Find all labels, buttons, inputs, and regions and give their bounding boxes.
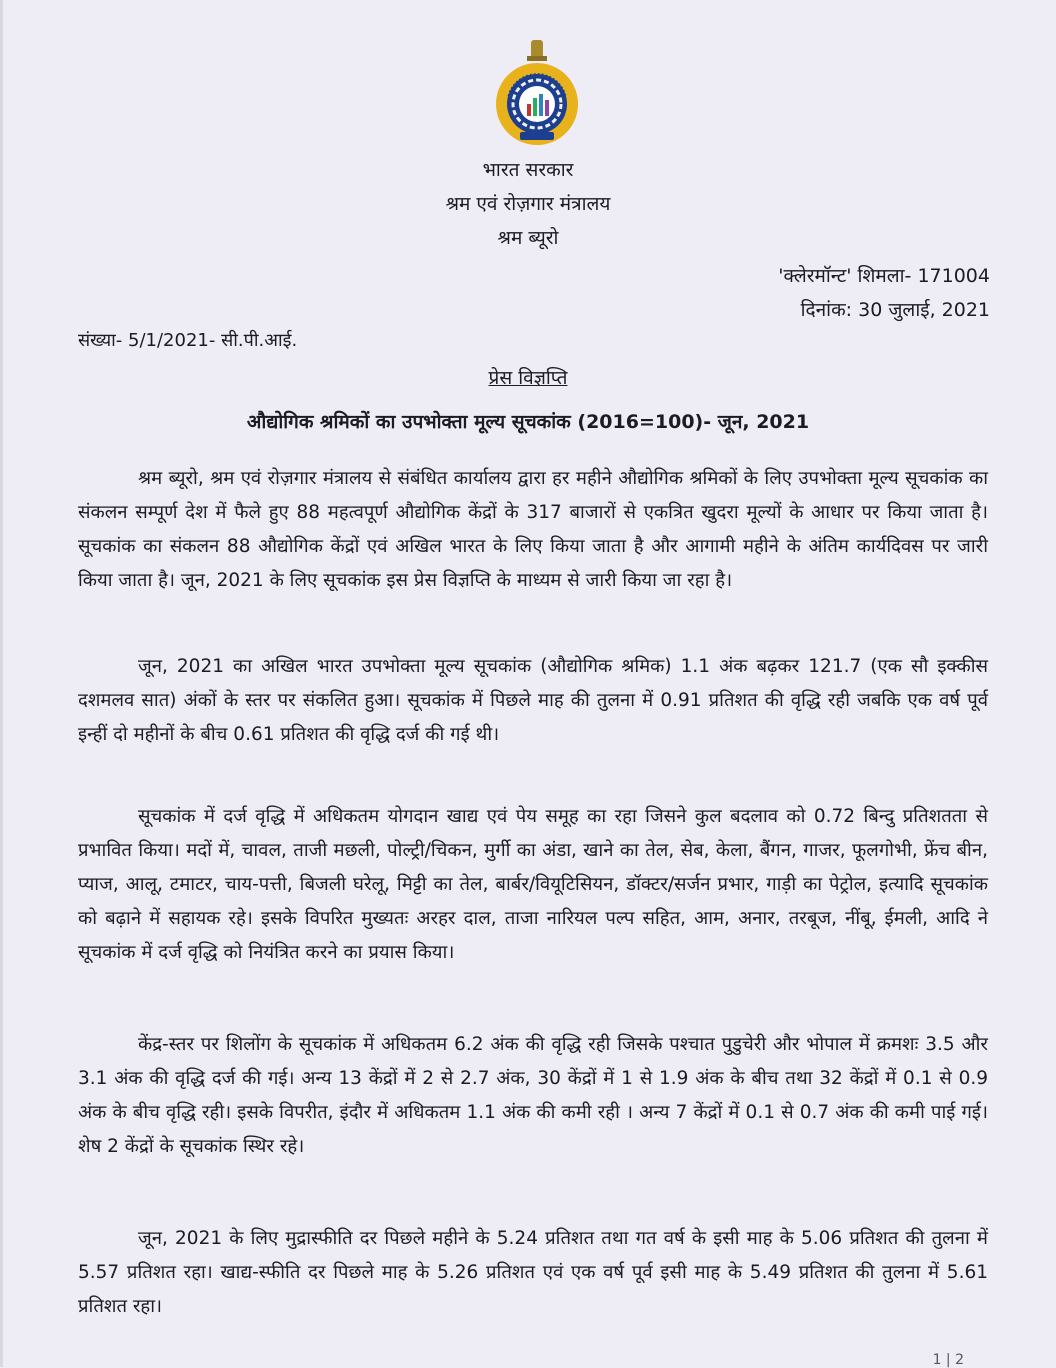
address-location: 'क्लेरमॉन्ट' शिमला- 171004 [778,265,990,287]
govt-line: भारत सरकार [482,159,574,181]
reference-number: संख्या- 5/1/2021- सी.पी.आई. [78,330,298,351]
page-number: 1 | 2 [932,1352,964,1368]
paragraph-contributors: सूचकांक में दर्ज वृद्धि में अधिकतम योगदान खाद्य एवं पेय समूह का रहा जिसने कुल बदलाव को 0.72 बिन्दु प्रतिशतता से प्रभावित किया। मदों में, चावल, ताजी मछली, पोल्ट्री/चिकन, मुर्गी का अंडा, खाने का तेल, सेब, केला, बैंगन, गाजर, फूलगोभी, फ्रेंच बीन, प्याज, आलू, टमाटर, चाय-पत्ती, बिजली घरेलू, मिट्टी का तेल, बार्बर/वियूटिसियन, डॉक्टर/सर्जन प्रभार, गाड़ी का पेट्रोल, इत्यादि सूचकांक को बढ़ाने में सहायक रहे। इसके विपरित मुख्यतः अरहर दाल, ताजा नारियल पल्प सहित, आम, अनार, तरबूज, नींबू, ईमली, आदि ने सूचकांक में दर्ज वृद्धि को नियंत्रित करने का प्रयास किया। [78,806,988,963]
press-release-title: प्रेस विज्ञप्ति [488,367,568,389]
paragraph-intro: श्रम ब्यूरो, श्रम एवं रोज़गार मंत्रालय से संबंधित कार्यालय द्वारा हर महीने औद्योगिक श्रमिकों के लिए उपभोक्ता मूल्य सूचकांक का संकलन सम्पूर्ण देश में फैले हुए 88 महत्वपूर्ण औद्योगिक केंद्रों के 317 बाजारों से एकत्रित खुदरा मूल्यों के आधार पर किया जाता है। सूचकांक का संकलन 88 औद्योगिक केंद्रों एवं अखिल भारत के लिए किया जाता है और आगामी महीने के अंतिम कार्यदिवस पर जारी किया जाता है। जून, 2021 के लिए सूचकांक इस प्रेस विज्ञप्ति के माध्यम से जारी किया जा रहा है। [78,468,988,591]
paragraph-index-value: जून, 2021 का अखिल भारत उपभोक्ता मूल्य सूचकांक (औद्योगिक श्रमिक) 1.1 अंक बढ़कर 121.7 (एक सौ इक्कीस दशमलव सात) अंकों के स्तर पर संकलित हुआ। सूचकांक में पिछले माह की तुलना में 0.91 प्रतिशत की वृद्धि रही जबकि एक वर्ष पूर्व इन्हीं दो महीनों के बीच 0.61 प्रतिशत की वृद्धि दर्ज की गई थी। [78,656,988,745]
ministry-line: श्रम एवं रोज़गार मंत्रालय [445,193,611,215]
paragraph-centre-level: केंद्र-स्तर पर शिलोंग के सूचकांक में अधिकतम 6.2 अंक की वृद्धि रही जिसके पश्चात पुडुचेरी और भोपाल में क्रमशः 3.5 और 3.1 अंक की वृद्धि दर्ज की गई। अन्य 13 केंद्रों में 2 से 2.7 अंक, 30 केंद्रों में 1 से 1.9 अंक के बीच तथा 32 केंद्रों में 0.1 से 0.9 अंक के बीच वृद्धि रही। इसके विपरीत, इंदौर में अधिकतम 1.1 अंक की कमी रही । अन्य 7 केंद्रों में 0.1 से 0.7 अंक की कमी पाई गई। शेष 2 केंद्रों के सूचकांक स्थिर रहे। [78,1034,988,1157]
main-heading: औद्योगिक श्रमिकों का उपभोक्ता मूल्य सूचकांक (2016=100)- जून, 2021 [246,411,810,433]
paragraph-inflation: जून, 2021 के लिए मुद्रास्फीति दर पिछले महीने के 5.24 प्रतिशत तथा गत वर्ष के इसी माह के 5.06 प्रतिशत की तुलना में 5.57 प्रतिशत रहा। खाद्य-स्फीति दर पिछले माह के 5.26 प्रतिशत एवं एक वर्ष पूर्व इसी माह के 5.49 प्रतिशत की तुलना में 5.61 प्रतिशत रहा। [78,1228,988,1317]
release-date: दिनांक: 30 जुलाई, 2021 [800,299,990,321]
bureau-line: श्रम ब्यूरो [497,227,559,249]
labour-bureau-emblem-icon [494,38,580,150]
